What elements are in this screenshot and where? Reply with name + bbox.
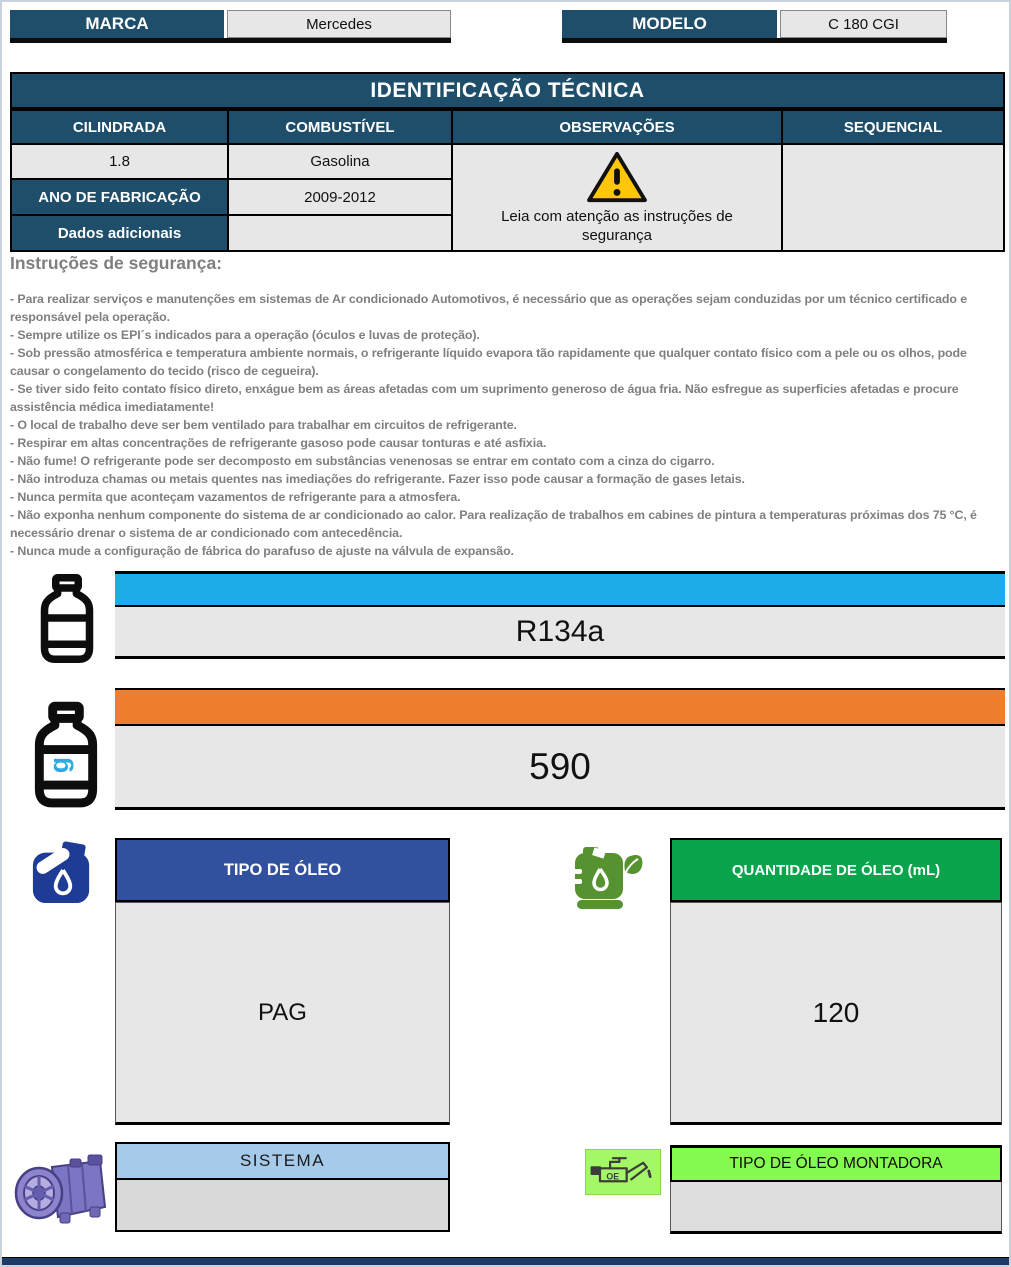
safety-item: - Sob pressão atmosférica e temperatura ambiente normais, o refrigerante líquido evapora tão rapidamente que qualquer contato físico com a pele ou os olhos, pode causar o congelamento do tecido (risco de cegueira).	[10, 346, 967, 378]
oil-qty-header: QUANTIDADE DE ÓLEO (mL)	[670, 838, 1002, 902]
ano-fabricacao-value: 2009-2012	[229, 180, 451, 214]
safety-item: - Sempre utilize os EPI´s indicados para a operação (óculos e luvas de proteção).	[10, 328, 480, 342]
svg-text:OE: OE	[606, 1171, 620, 1182]
charge-amount-bar	[115, 688, 1005, 726]
warning-icon	[586, 150, 648, 204]
modelo-header: MODELO	[562, 10, 777, 38]
safety-title: Instruções de segurança:	[10, 253, 223, 273]
col-sequencial: SEQUENCIAL	[783, 111, 1003, 143]
sequencial-value	[783, 145, 1003, 250]
dados-adicionais-label: Dados adicionais	[12, 216, 227, 250]
system-header: SISTEMA	[115, 1142, 450, 1180]
safety-item: - Nunca permita que aconteçam vazamentos de refrigerante para a atmosfera.	[10, 490, 461, 504]
safety-item: - Para realizar serviços e manutenções em sistemas de Ar condicionado Automotivos, é necessário que as operações sejam conduzidas por um técnico certificado e responsável pela operação.	[10, 292, 967, 324]
observacoes-text: Leia com atenção as instruções de segurança	[501, 207, 733, 244]
safety-item: - Respirar em altas concentrações de refrigerante gasoso pode causar tonturas e até asfixia.	[10, 436, 547, 450]
safety-item: - Se tiver sido feito contato físico direto, enxágue bem as áreas afetadas com um suprimento generoso de água fria. Não esfregue as superficies afetadas e procure assistência médica imediatamente!	[10, 382, 959, 414]
system-value	[115, 1180, 450, 1232]
oil-type-header: TIPO DE ÓLEO	[115, 838, 450, 902]
cilindrada-value: 1.8	[12, 145, 227, 178]
safety-item: - O local de trabalho deve ser bem ventilado para trabalhar em circuitos de refrigerante.	[10, 418, 517, 432]
col-observacoes: OBSERVAÇÕES	[453, 111, 781, 143]
col-combustivel: COMBUSTÍVEL	[229, 111, 451, 143]
safety-item: - Nunca mude a configuração de fábrica do parafuso de ajuste na válvula de expansão.	[10, 544, 514, 558]
oil-jug-blue-icon	[28, 840, 96, 906]
charge-bottle-icon	[24, 696, 108, 812]
oil-qty-value: 120	[670, 902, 1002, 1125]
safety-item: - Não introduza chamas ou metais quentes nas imediações do refrigerante. Fazer isso pode causar a formação de gases letais.	[10, 472, 745, 486]
bottom-bar	[2, 1257, 1009, 1267]
col-cilindrada: CILINDRADA	[12, 111, 227, 143]
identification-table	[10, 109, 1005, 252]
modelo-underline	[562, 38, 947, 43]
observacoes-cell	[453, 145, 781, 250]
refrigerant-type-bar	[115, 571, 1005, 607]
engine-oil-icon	[585, 1149, 661, 1195]
combustivel-value: Gasolina	[229, 145, 451, 178]
ano-fabricacao-label: ANO DE FABRICAÇÃO	[12, 180, 227, 214]
safety-instructions	[10, 253, 1008, 560]
safety-item: - Não fume! O refrigerante pode ser decomposto em substâncias venenosas se entrar em contato com a cinza do cigarro.	[10, 454, 715, 468]
svg-text:g: g	[44, 756, 75, 774]
marca-value: Mercedes	[227, 10, 451, 38]
charge-amount-value: 590	[115, 726, 1005, 810]
safety-item: - Não exponha nenhum componente do sistema de ar condicionado ao calor. Para realização de trabalhos em cabines de pintura a temperaturas próximas dos 75 °C, é necessário drenar o sistema de ar condicionado com antecedência.	[10, 508, 977, 540]
montadora-value	[670, 1182, 1002, 1234]
identification-title: IDENTIFICAÇÃO TÉCNICA	[10, 72, 1005, 109]
compressor-image	[10, 1148, 116, 1234]
marca-header: MARCA	[10, 10, 224, 38]
oil-type-value: PAG	[115, 902, 450, 1125]
refrigerant-bottle-icon	[28, 572, 106, 664]
modelo-value: C 180 CGI	[780, 10, 947, 38]
dados-adicionais-value	[229, 216, 451, 250]
marca-underline	[10, 38, 451, 43]
montadora-header: TIPO DE ÓLEO MONTADORA	[670, 1145, 1002, 1182]
oil-jug-green-icon	[568, 844, 646, 910]
refrigerant-type-value: R134a	[115, 607, 1005, 659]
